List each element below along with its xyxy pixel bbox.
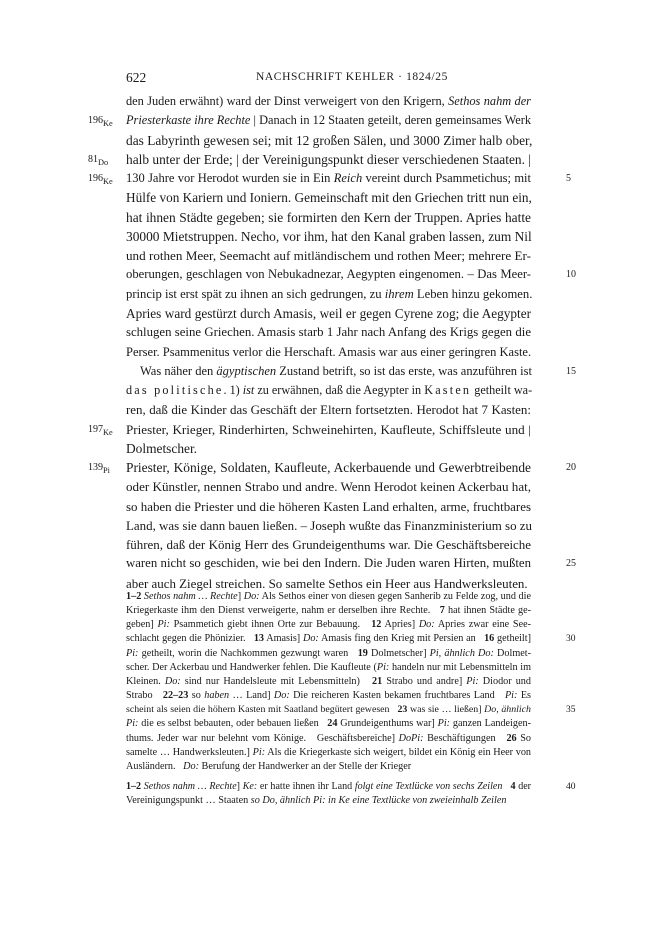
line-number: 30 <box>566 634 576 645</box>
margin-reference: $81_{Do}$ <box>88 153 109 167</box>
footnote-line: 1–2 Sethos nahm … Rechte] Do: Als Sethos einer von diesen gegen Sanherib zu Felde zog, und die <box>126 591 531 602</box>
running-title: NACHSCHRIFT KEHLER · 1824/25 <box>256 71 448 83</box>
page-header <box>126 70 531 88</box>
line-number: 25 <box>566 558 576 570</box>
footnote-line: Pi: getheilt, worin die Nachkommen gezwungt waren 19 Dolmetscher] Pi, ähnlich Do: Dolmet- <box>126 647 531 659</box>
text-line: 30000 Mietstruppen. Necho, vor ihm, hat den Kanal graben lassen, zum Nil <box>126 228 532 244</box>
text-line: Apries ward gestürzt durch Amasis, weil er gegen Cyrene zog; die Aegypter <box>126 305 531 321</box>
text-line: princip ist erst spät zu ihnen an sich gedrungen, zu ihrem Leben hinzu gekomen. <box>126 286 533 301</box>
line-number: 20 <box>566 462 576 474</box>
margin-reference: $139_{Pi}$ <box>88 462 110 476</box>
text-line: Perser. Psammenitus verlor die Herschaft. Amasis war aus einer geringren Kaste. <box>126 344 532 359</box>
footnote-line: geben] Pi: Psammetich giebt ihnen Orte zur Bebauung. 12 Apries] Do: Apries zwar eine See- <box>126 619 532 631</box>
line-number: 15 <box>566 365 576 377</box>
text-line: Priesterkaste ihre Rechte | Danach in 12 Staaten geteilt, deren gemeinsames Werk <box>126 113 531 128</box>
line-number: 10 <box>566 269 576 281</box>
text-line: das politische. 1) ist zu erwähnen, daß die Aegypter in Kasten getheilt wa- <box>126 383 533 398</box>
footnote-line: Kriegerkaste ihm den Dienst verweigerte, nahm er derselben ihre Rechte. 7 hat ihnen Städte ge- <box>126 605 531 617</box>
line-number: 40 <box>566 782 576 792</box>
text-line: und rothen Meer, Seemacht auf mitländischem und rothen Meer; mehrere Er- <box>126 248 531 264</box>
text-line: Hülfe von Kariern und Ioniern. Gemeinschaft mit den Griechen tritt nun ein, <box>126 190 532 206</box>
text-line: oder Künstler, nennen Strabo und andre. Wenn Herodot keinen Ackerbau hat, <box>126 479 532 495</box>
text-line: aber auch Ziegel streichen. So samelte Sethos ein Heer aus Handwerksleuten. <box>126 575 528 591</box>
footnote-line: Vereinigungspunkt … Staaten so Do, ähnlich Pi: in Ke eine Textlücke von zweieinhalb Zeilen <box>126 795 507 807</box>
footnote-line: scher. Der Ackerbau und Handwerker fehlen. Die Kaufleute (Pi: handeln nur mit Lebensmitteln im <box>126 661 531 673</box>
footnote-line: thums. Jeder war nur belehnt vom Könige. Geschäftsbereiche] DoPi: Beschäftigungen 26 So <box>126 732 531 744</box>
text-line: Priester, Könige, Soldaten, Kaufleute, Ackerbauende und Gewerbtreibende <box>126 460 531 476</box>
footnote-line: Strabo 22–23 so haben … Land] Do: Die reicheren Kasten bekamen fruchtbares Land Pi: Es <box>126 690 532 702</box>
footnote-line: Ausländern. Do: Berufung der Handwerker an der Stelle der Krieger <box>126 760 412 772</box>
text-line: so haben die Priester und die höheren Kasten Land erhalten, arme, fruchtbares <box>126 498 531 514</box>
text-line: das Labyrinth gewesen sei; mit 12 großen Sälen, und 3000 Zimer halb ober, <box>126 132 533 148</box>
text-line: Was näher den ägyptischen Zustand betrift, so ist das erste, was anzuführen ist <box>140 363 532 378</box>
margin-reference: $196_{Ke}$ <box>88 173 113 187</box>
margin-reference: $196_{Ke}$ <box>88 115 113 129</box>
text-line: Priester, Krieger, Rinderhirten, Schweinehirten, Kaufleute, Schiffsleute und | <box>126 421 531 437</box>
line-number: 5 <box>566 173 571 185</box>
text-line: schlugen seine Griechen. Amasis starb 1 Jahr nach Anfang des Krigs gegen die <box>126 325 531 340</box>
text-line: waren nicht so geschiden, wie bei den Indern. Die Juden waren Hirten, mußten <box>126 556 531 571</box>
margin-reference: $197_{Ke}$ <box>88 423 113 437</box>
text-line: halb unter der Erde; | der Vereinigungspunkt dieser verschiedenen Staaten. | <box>126 151 531 167</box>
footnote-line: schlacht gegen die Phönizier. 13 Amasis] Do: Amasis fing den Krieg mit Persien an 16 getheilt] <box>126 633 531 645</box>
footnote-line: Pi: die es selbst bebauten, oder bebauen ließen 24 Grundeigenthums war] Pi: ganzen Landeigen- <box>126 718 531 730</box>
text-line: oberungen, geschlagen von Nebukadnezar, Aegypten eingenomen. – Das Meer- <box>126 267 531 282</box>
text-line: Land, was sie dann bauen ließen. – Joseph wußte das Finanzministerium so zu <box>126 517 533 533</box>
footnote-line: 1–2 Sethos nahm … Rechte] Ke: er hatte ihnen ihr Land folgt eine Textlücke von sechs Zeilen 4 der <box>126 781 532 792</box>
text-line: Dolmetscher. <box>126 440 198 456</box>
text-line: den Juden erwähnt) ward der Dinst verweigert von den Krigern, Sethos nahm der <box>126 94 531 108</box>
text-line: 130 Jahre vor Herodot wurden sie in Ein Reich vereint durch Psammetichus; mit <box>126 171 531 186</box>
footnote-line: scheint als seien die höhern Kasten mit Saatland begütert gewesen 23 was sie … ließen] Do, ähnlich <box>126 704 531 716</box>
line-number: 35 <box>566 705 576 716</box>
page-number: 622 <box>126 70 147 85</box>
footnote-line: samelte … Handwerksleuten.] Pi: Als die Kriegerkaste sich weigert, bildet ein König ein Heer von <box>126 746 532 758</box>
text-line: hat ihnen Städte gegeben; sie formirten den Kern der Truppen. Apries hatte <box>126 209 531 225</box>
text-line: ren, daß die Kinder das Geschäft der Eltern fortsetzten. Herodot hat 7 Kasten: <box>126 402 531 418</box>
footnote-line: Kleinen. Do: sind nur Handelsleute mit Lebensmitteln) 21 Strabo und andre] Pi: Diodor und <box>126 675 531 687</box>
text-line: führen, daß der König Herr des Grundeigenthums war. Die Geschäftsbereiche <box>126 537 531 553</box>
